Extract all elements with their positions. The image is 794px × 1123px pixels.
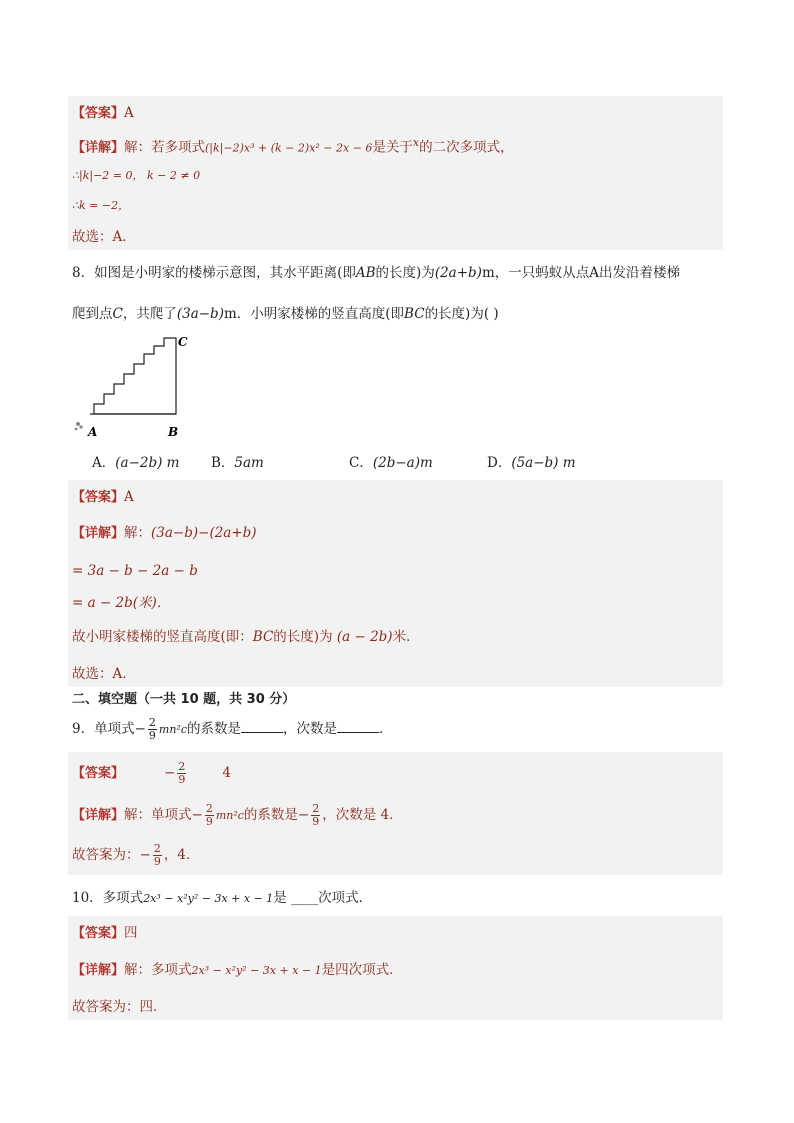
q8-question-line1: 8．如图是小明家的楼梯示意图，其水平距离(即AB的长度)为(2a+b)m，一只蚂蚁从点A出发沿着楼梯: [72, 265, 680, 281]
q7-answer-line: [72, 104, 134, 123]
q9-fraction: $\frac{2}{9}$: [148, 716, 156, 742]
q9-detail-line: 【详解】解：单项式− $\frac{2}{9}$ mn²c的系数是− $\frac{2}{9}$ ，次数是 4．: [72, 802, 403, 828]
blank-coefficient[interactable]: [241, 720, 283, 733]
label-c: C: [178, 335, 188, 349]
q10-detail-line: 【详解】解：多项式2x³ − x²y² − 3x + x − 1是四次项式．: [72, 962, 403, 978]
q8-choose: 故选：A．: [72, 666, 136, 682]
q8-answer: A: [124, 489, 134, 505]
q10-answer: 四: [124, 925, 138, 941]
q9-final: 故答案为：− $\frac{2}{9}$ ，4．: [72, 842, 200, 868]
q8-conclusion: 故小明家楼梯的竖直高度(即：BC的长度)为 (a − 2b)米．: [72, 629, 420, 645]
label-a: A: [88, 425, 98, 439]
q7-choose: 故选：A．: [72, 229, 136, 245]
q8-question-line2: 爬到点C，共爬了(3a−b)m．小明家楼梯的竖直高度(即BC的长度)为( ): [72, 306, 499, 322]
q7-polynomial: (|k|−2)x³ + (k − 2)x² − 2x − 6: [205, 141, 373, 155]
q7-answer: A: [124, 105, 134, 121]
ant-icon: [75, 422, 83, 430]
detail-tag: 【详解】: [72, 140, 125, 156]
q10-final: 故答案为：四．: [72, 999, 167, 1015]
q9-answer-degree: 4: [222, 765, 231, 781]
q8-answer-block: [68, 480, 723, 687]
q8-answer-line: 【答案】A: [72, 489, 134, 505]
q8-step2: = a − 2b(米)．: [72, 595, 171, 611]
option-a: A．(a−2b) m: [92, 455, 180, 471]
q9-answer-line: 【答案】 − $\frac{2}{9}$ 4: [72, 760, 231, 786]
q9-question: 9．单项式− $\frac{2}{9}$ mn²c的系数是 ，次数是 ．: [72, 716, 393, 742]
q8-step1: = 3a − b − 2a − b: [72, 563, 198, 579]
q7-step1: ∴|k|−2 = 0， k − 2 ≠ 0: [72, 169, 201, 182]
option-d: D．(5a−b) m: [487, 455, 576, 471]
label-b: B: [168, 425, 179, 439]
section2-title: 二、填空题（一共 10 题，共 30 分）: [72, 692, 296, 707]
staircase-outline: [94, 338, 176, 414]
blank-degree[interactable]: [337, 720, 379, 733]
q7-detail-line: 【详解】解：若多项式(|k|−2)x³ + (k − 2)x² − 2x − 6是关于$^x$的二次多项式，: [72, 136, 514, 156]
q10-answer-line: 【答案】四: [72, 925, 138, 941]
q10-question: 10．多项式2x³ − x²y² − 3x + x − 1是 ____次项式．: [72, 890, 373, 906]
staircase-figure: [70, 334, 200, 440]
q7-step2: ∴k = −2，: [72, 199, 130, 212]
q8-detail-line: 【详解】解：(3a−b)−(2a+b): [72, 525, 257, 541]
option-c: C．(2b−a)m: [349, 455, 433, 471]
option-b: B．5am: [211, 455, 264, 471]
answer-tag: 【答案】: [72, 106, 125, 121]
